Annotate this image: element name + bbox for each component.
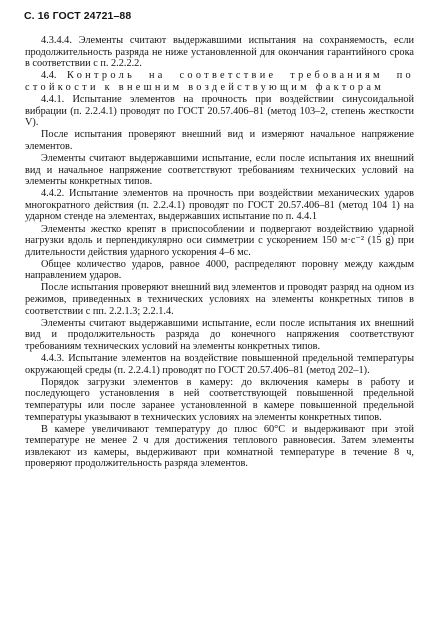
paragraph-shock-criteria: Элементы считают выдержавшими испытание, если после испытания их внешний вид и продолжительность разряда до конечного напряжения соответствуют требованиям технических условий на элементы конкретных типов. (25, 317, 414, 352)
paragraph-shock-count: Общее количество ударов, равное 4000, распределяют поровну между каждым направлением ударов. (25, 258, 414, 282)
paragraph-after-shock: После испытания проверяют внешний вид элементов и проводят разряд на одном из режимов, приведенных в технических условиях на элементы конкретных типов в соответствии с пп. 2.2.1.3; 2.2.1.4. (25, 282, 414, 317)
section-heading-4-4 (25, 70, 414, 93)
paragraph-4-4-2: 4.4.2. Испытание элементов на прочность при воздействии механических ударов многократного действия (п. 2.2.4.1) проводят по ГОСТ 20.57.406–81 (метод 104 1) на ударном стенде на элементах, выдержавших испытание по п. 4.4.1 (25, 188, 414, 223)
paragraph-4-3-4-4: 4.3.4.4. Элементы считают выдержавшими испытания на сохраняемость, если продолжительность разряда не ниже установленной для окончания гарантийного срока в соответствии с п. 2.2.2.2. (25, 35, 414, 70)
paragraph-chamber-temperature: В камере увеличивают температуру до плюс 60°С и выдерживают при этой температуре не менее 2 ч для достижения теплового равновесия. Затем элементы извлекают из камеры, выдерживают при комнатной температуре в течение 8 ч, проверяют продолжительность разряда элементов. (25, 423, 414, 470)
paragraph-after-vibration: После испытания проверяют внешний вид и измеряют начальное напряжение элементов. (25, 129, 414, 152)
paragraph-shock-mounting: Элементы жестко крепят в приспособлении и подвергают воздействию ударной нагрузки вдоль и перпендикулярно оси симметрии с ускорением 150 м·с⁻² (15 g) при длительности действия ударного ускорения 4–6 мс. (25, 223, 414, 258)
paragraph-4-4-1: 4.4.1. Испытание элементов на прочность при воздействии синусоидальной вибрации (п. 2.2.4.1) проводят по ГОСТ 20.57.406–81 (метод 103–2, степень жесткости V). (25, 93, 414, 129)
section-title: Контроль на соответствие требованиям по стойкости к внешним воздействующим факторам (25, 70, 414, 93)
paragraph-loading-order: Порядок загрузки элементов в камеру: до включения камеры в работу и последующего установления в ней соответствующей повышенной предельной температуры или после заранее установленной в камере повышенной предельной температуры указывают в технических условиях на элементы конкретных типов. (25, 376, 414, 423)
paragraph-4-4-3: 4.4.3. Испытание элементов на воздействие повышенной предельной температуры окружающей среды (п. 2.2.4.1) проводят по ГОСТ 20.57.406–81 (метод 202–1). (25, 353, 414, 376)
document-body (25, 35, 414, 470)
page-header: С. 16 ГОСТ 24721–88 (24, 10, 132, 22)
section-number: 4.4. (41, 70, 57, 82)
paragraph-vibration-criteria: Элементы считают выдержавшими испытание, если после испытания их внешний вид и начальное напряжение соответствуют требованиям технических условий на элементы конкретных типов. (25, 152, 414, 188)
